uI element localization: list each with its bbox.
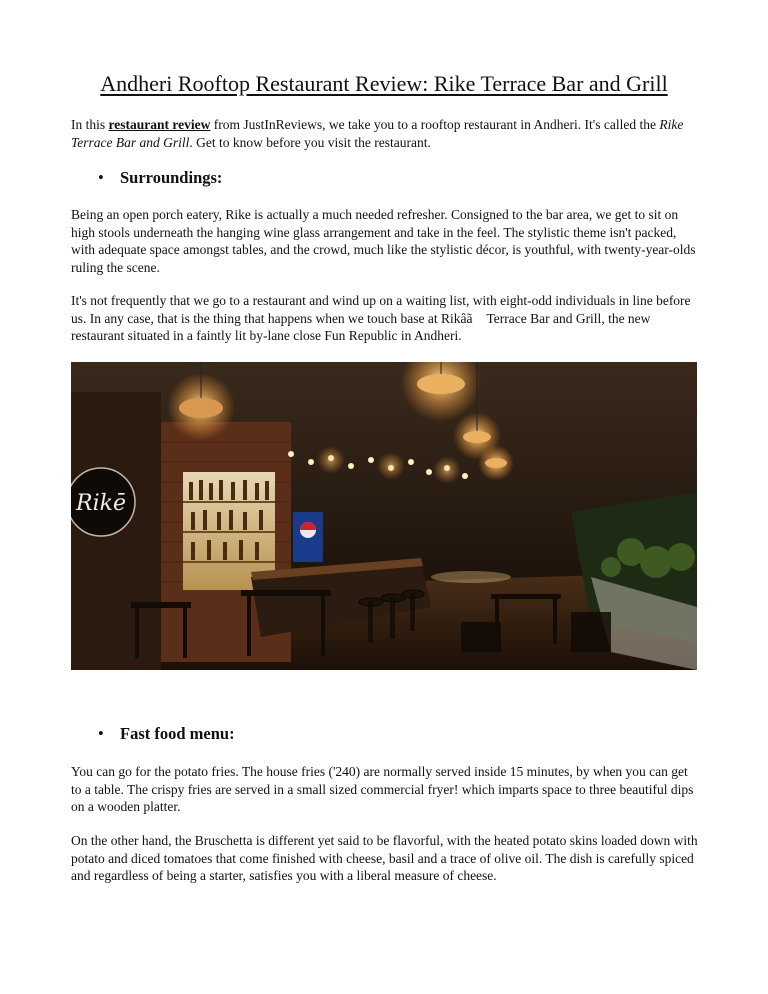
surroundings-paragraph-2: It's not frequently that we go to a restaurant and wind up on a waiting list, with eight-odd individuals in line before us. In any case, that is the thing that happens when we touch base at Rikâã Terrace Bar and Grill, the new restaurant situated in a faintly lit by-lane close Fun Republic in Andheri. [71, 293, 691, 344]
bullet-icon: • [98, 724, 104, 743]
photo-logo-text: Rikē [76, 491, 126, 516]
restaurant-name: Rike Terrace Bar and Grill [71, 117, 684, 150]
intro-suffix: . Get to know before you visit the restaurant. [189, 134, 431, 150]
section-heading-surroundings [98, 168, 222, 188]
surroundings-paragraph-1: Being an open porch eatery, Rike is actually a much needed refresher. Consigned to the bar area, we get to sit on high stools underneath the hanging wine glass arrangement and take in the feel. The stylistic theme isn't packed, with adequate space amongst tables, and the crowd, much like the stylistic décor, is youthful, with twenty-year-olds ruling the scene. [71, 207, 696, 275]
intro-prefix: In this [71, 117, 109, 132]
section-heading-label: Fast food menu: [120, 724, 235, 743]
restaurant-interior-photo [71, 362, 697, 670]
section-heading-label: Surroundings: [120, 168, 223, 187]
restaurant-review-link[interactable]: restaurant review [108, 117, 211, 132]
intro-paragraph [71, 116, 699, 151]
fast-food-paragraph-1: You can go for the potato fries. The house fries ('240) are normally served inside 15 minutes, by when you can get to a table. The crispy fries are served in a small sized commercial fryer! which imparts space to three beautiful dips on a wooden platter. [71, 764, 694, 815]
page-title: Andheri Rooftop Restaurant Review: Rike Terrace Bar and Grill [100, 71, 668, 96]
section-heading-fast-food-menu [98, 724, 235, 744]
fast-food-paragraph-2: On the other hand, the Bruschetta is different yet said to be flavorful, with the heated potato skins loaded down with potato and diced tomatoes that come finished with cheese, basil and a trace of olive oil. The dish is carefully spiced and regardless of being a starter, satisfies you with a liberal measure of cheese. [71, 833, 698, 884]
intro-middle: from JustInReviews, we take you to a rooftop restaurant in Andheri. It's called the [210, 117, 660, 132]
bullet-icon: • [98, 168, 104, 187]
